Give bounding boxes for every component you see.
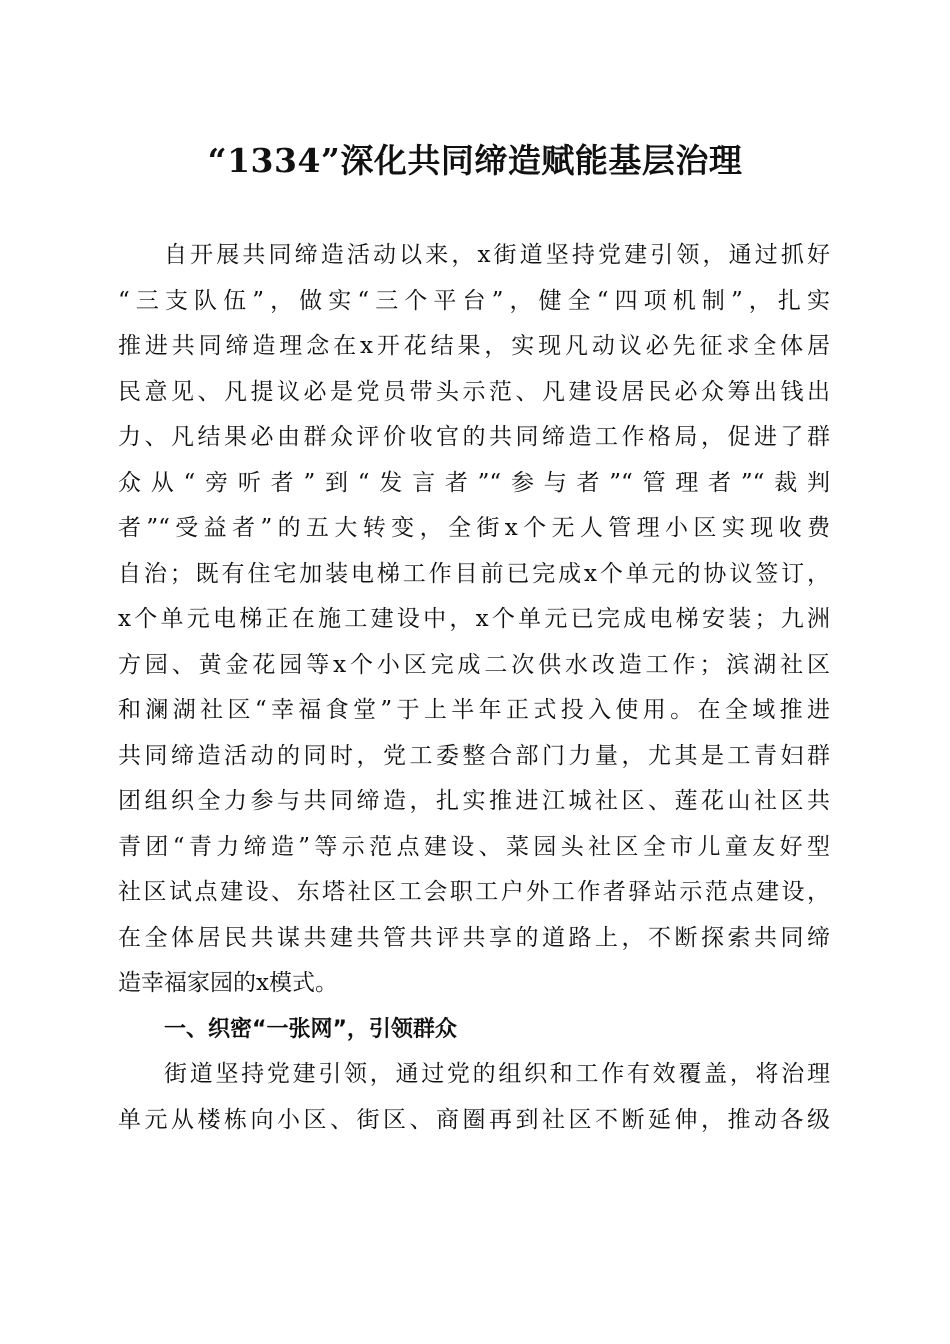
paragraph-line: 推进共同缔造理念在x开花结果，实现凡动议必先征求全体居 [118,333,830,359]
paragraph-line: 众从“旁听者”到“发言者”“参与者”“管理者”“裁判 [118,469,830,496]
paragraph-line: 者”“受益者”的五大转变，全街x个无人管理小区实现收费 [118,515,830,541]
paragraph-line: x个单元电梯正在施工建设中，x个单元已完成电梯安装；九洲 [118,606,830,632]
paragraph-line: 民意见、凡提议必是党员带头示范、凡建设居民必众筹出钱出 [118,378,830,405]
intro-paragraph [118,233,830,1143]
paragraph-line: 团组织全力参与共同缔造，扎实推进江城社区、莲花山社区共 [118,788,830,814]
paragraph-line: 街道坚持党建引领，通过党的组织和工作有效覆盖，将治理 [164,1061,830,1087]
paragraph-line: 方园、黄金花园等x个小区完成二次供水改造工作；滨湖社区 [118,651,830,678]
paragraph-line: 社区试点建设、东塔社区工会职工户外工作者驿站示范点建设， [118,879,830,905]
paragraph-line: 在全体居民共谋共建共管共评共享的道路上，不断探索共同缔 [118,924,830,951]
paragraph-line: 单元从楼栋向小区、街区、商圈再到社区不断延伸，推动各级 [118,1106,830,1133]
paragraph-line: 和澜湖社区“幸福食堂”于上半年正式投入使用。在全域推进 [118,697,830,723]
paragraph-line: 共同缔造活动的同时，党工委整合部门力量，尤其是工青妇群 [118,742,830,769]
paragraph-line: 造幸福家园的x模式。 [118,970,338,996]
document-title: “1334”深化共同缔造赋能基层治理 [207,141,743,180]
section-heading: 一、织密“一张网”，引领群众 [164,1016,457,1042]
paragraph-line: “三支队伍”，做实“三个平台”，健全“四项机制”，扎实 [118,287,830,314]
paragraph-line: 力、凡结果必由群众评价收官的共同缔造工作格局，促进了群 [118,424,830,450]
paragraph-line: 自治；既有住宅加装电梯工作目前已完成x个单元的协议签订， [118,560,830,587]
paragraph-line: 自开展共同缔造活动以来，x街道坚持党建引领，通过抓好 [164,242,830,268]
paragraph-line: 青团“青力缔造”等示范点建设、菜园头社区全市儿童友好型 [118,833,830,860]
